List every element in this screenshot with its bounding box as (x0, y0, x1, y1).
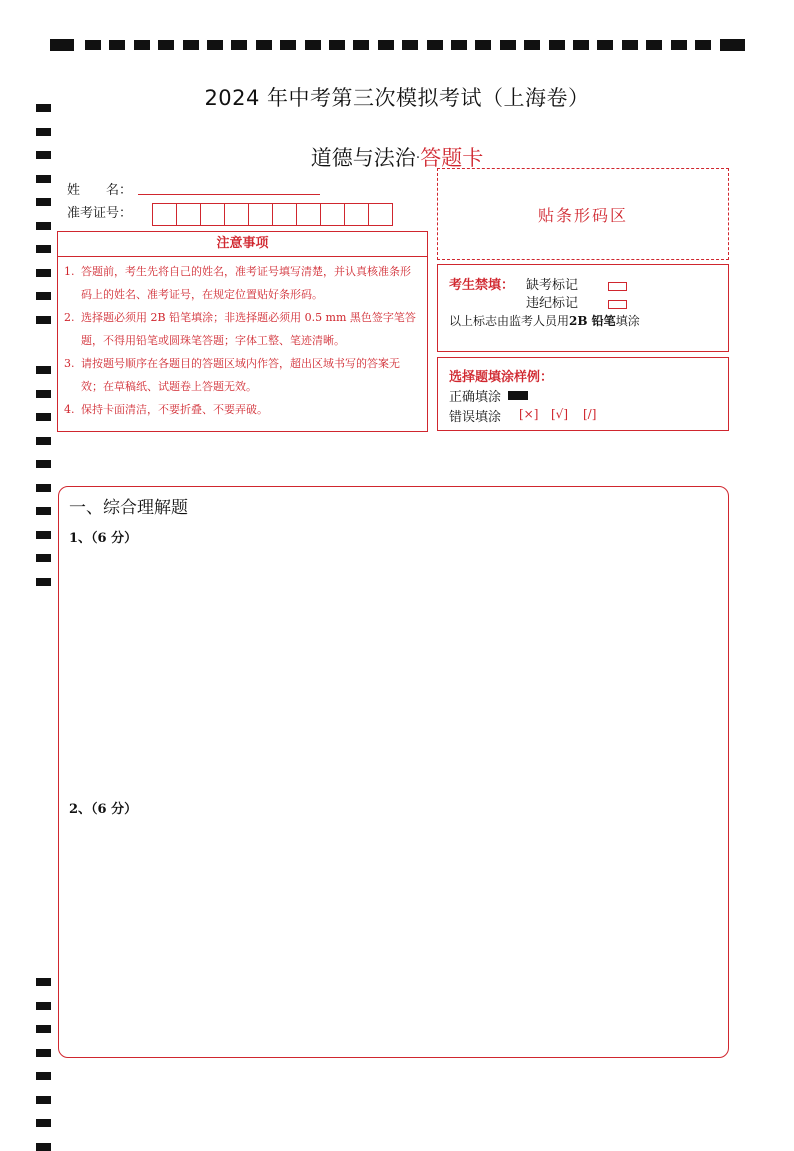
correct-fill-label: 正确填涂 (449, 390, 502, 405)
notice-item (64, 352, 420, 398)
timing-mark (36, 1002, 51, 1010)
timing-mark (231, 40, 247, 50)
timing-mark (36, 507, 51, 515)
timing-mark (36, 437, 51, 445)
wrong-mark-slash: [/] (583, 407, 597, 421)
timing-mark (256, 40, 272, 50)
barcode-label: 贴条形码区 (537, 205, 628, 225)
notice-item-number: 2. (64, 311, 75, 324)
exam-digit-box[interactable] (368, 203, 393, 226)
timing-mark (695, 40, 711, 50)
timing-mark (36, 245, 51, 253)
question-label: 2、（6 分） (69, 802, 138, 817)
timing-mark (36, 175, 51, 183)
title-separator: · (415, 150, 421, 166)
timing-mark (402, 40, 418, 50)
timing-mark (524, 40, 540, 50)
timing-mark (622, 40, 638, 50)
timing-mark (36, 316, 51, 324)
timing-mark (573, 40, 589, 50)
violation-mark-box[interactable] (608, 294, 627, 313)
notice-item-number: 3. (64, 357, 75, 370)
timing-mark (36, 531, 51, 539)
timing-mark (36, 198, 51, 206)
notice-box (57, 231, 428, 432)
timing-mark (671, 40, 687, 50)
exam-digit-box[interactable] (248, 203, 273, 226)
correct-fill-mark (508, 391, 528, 400)
timing-mark (207, 40, 223, 50)
timing-mark (158, 40, 174, 50)
forbid-label: 考生禁填： (449, 278, 515, 293)
timing-mark (280, 40, 296, 50)
timing-mark (36, 1096, 51, 1104)
timing-mark (36, 366, 51, 374)
notice-item (64, 306, 420, 352)
timing-mark (36, 292, 51, 300)
subject-name: 道德与法治 (310, 146, 416, 170)
wrong-fill-label: 错误填涂 (449, 410, 502, 425)
wrong-mark-cross: [×] (519, 407, 539, 421)
timing-mark (36, 1119, 51, 1127)
exam-digit-box[interactable] (272, 203, 297, 226)
notice-item-text: 答题前，考生先将自己的姓名，准考证号填写清楚，并认真核准条形码上的姓名、准考证号，在规定位置贴好条形码。 (81, 265, 411, 301)
timing-mark (36, 269, 51, 277)
timing-mark (36, 484, 51, 492)
top-timing-marks (0, 0, 794, 60)
fill-sample-box (437, 357, 729, 431)
timing-mark (134, 40, 150, 50)
answer-area[interactable] (58, 486, 729, 1058)
timing-mark (329, 40, 345, 50)
timing-mark (475, 40, 491, 50)
examiner-only-box (437, 264, 729, 352)
exam-digit-box[interactable] (320, 203, 345, 226)
forbid-note-post: 填涂 (615, 314, 640, 328)
timing-mark (720, 39, 745, 51)
timing-mark (36, 1143, 51, 1151)
absent-mark-label: 缺考标记 (526, 278, 579, 293)
question-label: 1、（6 分） (69, 531, 138, 546)
timing-mark (36, 128, 51, 136)
name-field[interactable] (138, 194, 320, 195)
timing-mark (36, 413, 51, 421)
notice-item-text: 选择题必须用 2B 铅笔填涂；非选择题必须用 0.5 mm 黑色签字笔答题，不得用铅笔或圆珠笔答题；字体工整、笔迹清晰。 (81, 311, 416, 347)
name-label: 姓 名： (67, 183, 133, 198)
notice-item (64, 398, 420, 421)
wrong-mark-check: [√] (551, 407, 569, 421)
fill-sample-title: 选择题填涂样例： (449, 370, 554, 385)
timing-mark (305, 40, 321, 50)
section-title: 一、综合理解题 (69, 498, 188, 518)
exam-digit-box[interactable] (152, 203, 177, 226)
forbid-note-bold: 2B 铅笔 (569, 314, 616, 328)
absent-mark-box[interactable] (608, 276, 627, 295)
timing-mark (646, 40, 662, 50)
timing-mark (36, 460, 51, 468)
exam-digit-box[interactable] (296, 203, 321, 226)
timing-mark (549, 40, 565, 50)
timing-mark (597, 40, 613, 50)
timing-mark (36, 222, 51, 230)
timing-mark (353, 40, 369, 50)
timing-mark (85, 40, 101, 50)
timing-mark (427, 40, 443, 50)
timing-mark (36, 578, 51, 586)
exam-number-label: 准考证号： (67, 206, 133, 221)
timing-mark (451, 40, 467, 50)
notice-item-text: 保持卡面清洁，不要折叠、不要弄破。 (81, 403, 268, 416)
exam-digit-box[interactable] (200, 203, 225, 226)
timing-mark (36, 1072, 51, 1080)
timing-mark (183, 40, 199, 50)
timing-mark (36, 554, 51, 562)
timing-mark (109, 40, 125, 50)
timing-mark (36, 390, 51, 398)
notice-item-number: 4. (64, 403, 75, 416)
timing-mark (36, 978, 51, 986)
timing-mark (500, 40, 516, 50)
notice-item-number: 1. (64, 265, 75, 278)
timing-mark (378, 40, 394, 50)
exam-number-boxes[interactable] (152, 203, 392, 226)
timing-mark (36, 1025, 51, 1033)
notice-title: 注意事项 (58, 232, 427, 257)
card-type: 答题卡 (420, 146, 484, 170)
barcode-area (437, 168, 729, 260)
forbid-note-pre: 以上标志由监考人员用 (449, 314, 570, 328)
page-title: 2024 年中考第三次模拟考试（上海卷） (204, 86, 590, 110)
exam-digit-box[interactable] (344, 203, 369, 226)
timing-mark (36, 1049, 51, 1057)
violation-mark-label: 违纪标记 (526, 296, 579, 311)
exam-digit-box[interactable] (176, 203, 201, 226)
forbid-note (449, 312, 640, 329)
exam-digit-box[interactable] (224, 203, 249, 226)
notice-item (64, 260, 420, 306)
notice-item-text: 请按题号顺序在各题目的答题区域内作答，超出区域书写的答案无效；在草稿纸、试题卷上答题无效。 (81, 357, 400, 393)
